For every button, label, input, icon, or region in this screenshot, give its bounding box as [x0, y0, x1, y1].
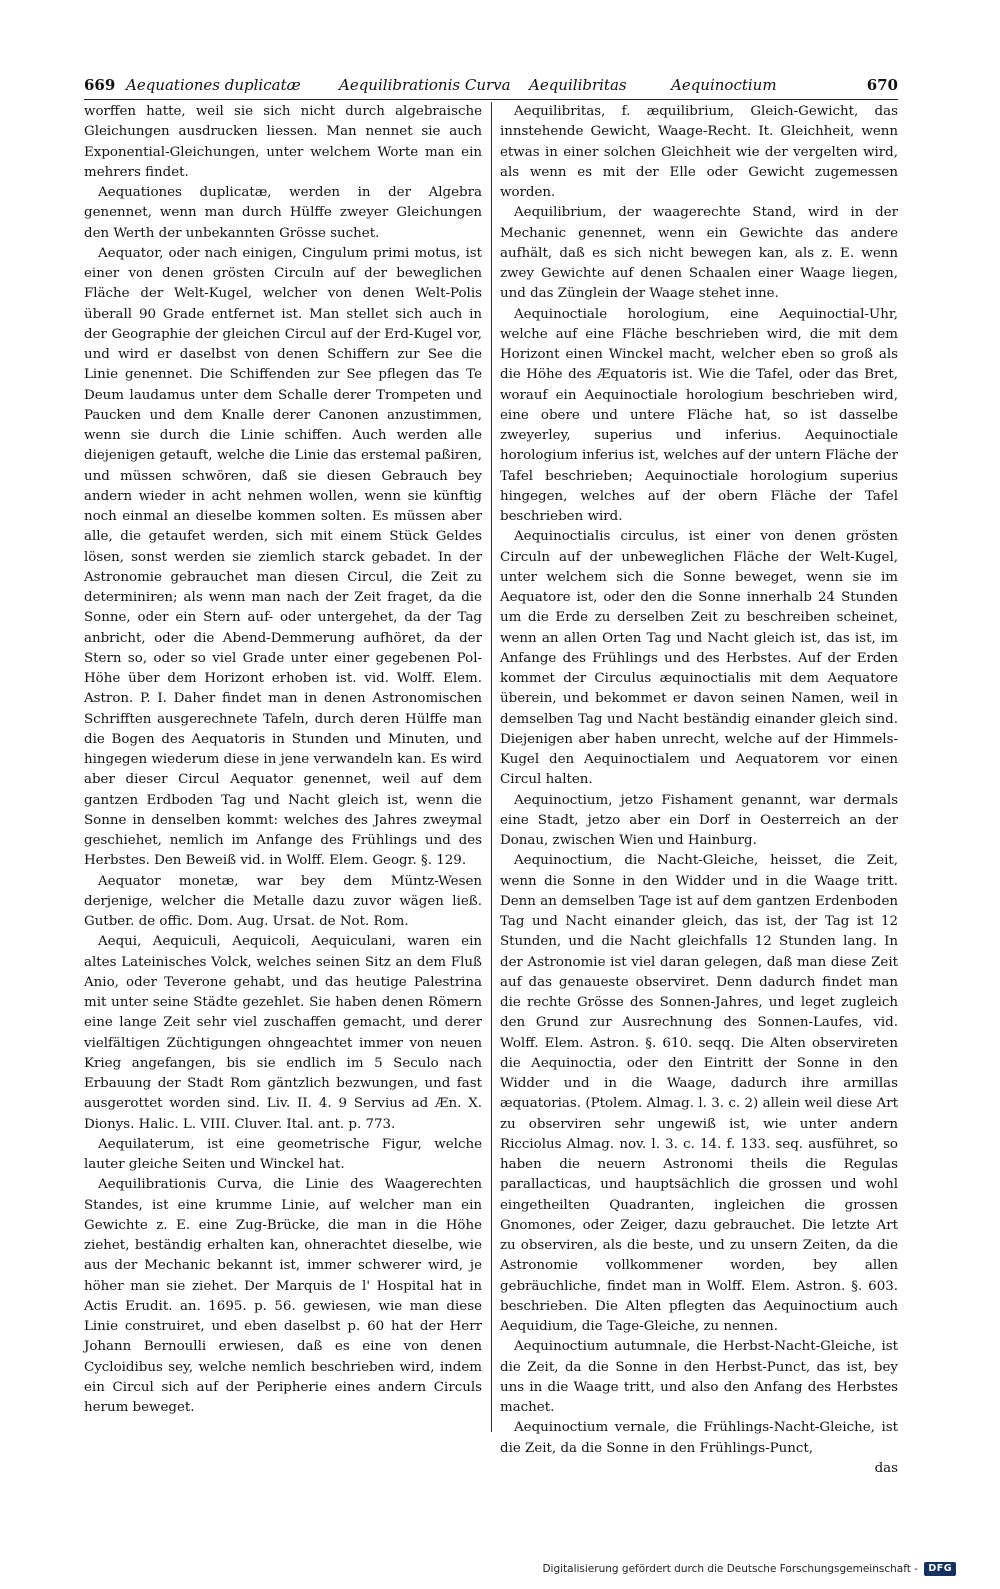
- left-header-keyword-2: Aequilibrationis Curva: [339, 76, 511, 94]
- left-paragraph: Aequationes duplicatæ, werden in der Algebra genennet, wenn man durch Hülffe zweyer Gleichungen den Werth der unbekannten Grösse suchet.: [84, 185, 482, 241]
- right-paragraph: Aequinoctiale horologium, eine Aequinoctial-Uhr, welche auf eine Fläche beschrieben wird, die mit dem Horizont einen Winckel macht, welcher eben so groß als die Höhe des Æquatoris ist. Wie die Tafel, oder das Bret, worauf ein Aequinoctiale horologium beschrieben wird, eine obere und untere Fläche hat, so ist dasselbe zweyerley, superius und inferius. Aequinoctiale horologium inferius ist, welches auf der untern Fläche der Tafel beschrieben; Aequinoctiale horologium superius hingegen, welches auf der obern Fläche der Tafel beschrieben wird.: [500, 306, 898, 524]
- left-paragraph: Aequilibrationis Curva, die Linie des Waagerechten Standes, ist eine krumme Linie, auf welcher man ein Gewichte z. E. eine Zug-Brücke, die man in die Höhe ziehet, beständig erhalten kan, ohnerachtet dieselbe, wie aus der Mechanic bekannt ist, immer schwerer wird, je höher man sie ziehet. Der Marquis de l' Hospital hat in Actis Erudit. an. 1695. p. 56. gewiesen, wie man diese Linie construiret, und eben daselbst p. 60 hat der Herr Johann Bernoulli erwiesen, daß es eine von denen Cycloidibus sey, welche nemlich beschrieben wird, indem ein Circul sich auf der Peripherie eines andern Circuls herum beweget.: [84, 1177, 482, 1415]
- left-header-keyword-1: Aequationes duplicatæ: [126, 76, 301, 94]
- right-paragraph: Aequinoctialis circulus, ist einer von denen grösten Circuln auf der unbeweglichen Fläche der Welt-Kugel, unter welchem sich die Sonne beweget, wenn sie im Aequatore ist, oder den die Sonne innerhalb 24 Stunden um die Erde zu derselben Zeit zu beschreiben scheinet, wenn an allen Orten Tag und Nacht gleich ist, das ist, im Anfange des Frühlings und des Herbstes. Auf der Erden kommet der Circulus æquinoctialis mit dem Aequatore überein, und bekommet er davon seinen Namen, weil in demselben Tag und Nacht beständig einander gleich sind. Diejenigen aber haben unrecht, welche auf der Himmels-Kugel den Aequinoctialem und Aequatorem vor einen Circul halten.: [500, 529, 898, 788]
- right-paragraph: Aequinoctium vernale, die Frühlings-Nacht-Gleiche, ist die Zeit, da die Sonne in den Frühlings-Punct,: [500, 1420, 898, 1456]
- left-page-number: 669: [84, 76, 116, 94]
- right-column: [500, 102, 898, 1479]
- left-paragraph: worffen hatte, weil sie sich nicht durch algebraische Gleichungen ausdrucken liessen. Man nennet sie auch Exponential-Gleichungen, unter welchem Worte man ein mehrers findet.: [84, 104, 482, 180]
- left-paragraph: Aequi, Aequiculi, Aequicoli, Aequiculani, waren ein altes Lateinisches Volck, welches seinen Sitz an dem Fluß Anio, oder Teverone gehabt, und das heutige Palestrina mit unter seine Städte gezehlet. Sie haben denen Römern eine lange Zeit sehr viel zuschaffen gemacht, und derer vielfältigen Züchtigungen ohngeachtet immer von neuen Krieg angefangen, bis sie endlich im 5 Seculo nach Erbauung der Stadt Rom gäntzlich bezwungen, und fast ausgerottet worden sind. Liv. II. 4. 9 Servius ad Æn. X. Dionys. Halic. L. VIII. Cluver. Ital. ant. p. 773.: [84, 934, 482, 1132]
- left-paragraph: Aequator monetæ, war bey dem Müntz-Wesen derjenige, welcher die Metalle dazu zuvor wägen ließ. Gutber. de offic. Dom. Aug. Ursat. de Not. Rom.: [84, 873, 482, 929]
- book-page: [84, 72, 898, 1476]
- right-paragraph: Aequinoctium, die Nacht-Gleiche, heisset, die Zeit, wenn die Sonne in den Widder und in die Waage tritt. Denn an demselben Tage ist auf dem gantzen Erdenboden Tag und Nacht einander gleich, das ist, der Tag ist 12 Stunden, und die Nacht gleichfalls 12 Stunden lang. In der Astronomie ist viel daran gelegen, daß man diese Zeit auf das genaueste observiret. Denn dadurch findet man die rechte Grösse des Sonnen-Jahres, und leget zugleich den Grund zur Ausrechnung des Sonnen-Laufes, vid. Wolff. Elem. Astron. §. 610. seqq. Die Alten observireten die Aequinoctia, oder den Eintritt der Sonne in den Widder und in die Waage, dadurch ihre armillas æquatorias. (Ptolem. Almag. l. 3. c. 2) allein weil diese Art zu observiren sehr ungewiß ist, wie unter andern Ricciolus Almag. nov. l. 3. c. 14. f. 133. seq. ausführet, so haben die neuern Astronomi theils die Regulas parallacticas, und hauptsächlich die grossen und wohl eingetheilten Quadranten, ingleichen die grossen Gnomones, oder Zeiger, dazu gebrauchet. Die letzte Art zu observiren, als die beste, und zu unsern Zeiten, da die Astronomie vollkommener worden, bey allen gebräuchliche, findet man in Wolff. Elem. Astron. §. 603. beschrieben. Die Alten pflegten das Aequinoctium auch Aequidium, die Tage-Gleiche, zu nennen.: [500, 853, 898, 1334]
- column-divider: [491, 102, 492, 1432]
- left-column: [84, 102, 482, 1418]
- right-page-number: 670: [866, 76, 898, 94]
- catchword: das: [874, 1460, 898, 1476]
- right-header-keyword-1: Aequilibritas: [529, 76, 627, 94]
- right-paragraph: Aequinoctium autumnale, die Herbst-Nacht-Gleiche, ist die Zeit, da die Sonne in den Herbst-Punct, das ist, bey uns in die Waage tritt, und also den Anfang des Herbstes machet.: [500, 1339, 898, 1415]
- running-header: [84, 72, 898, 98]
- header-rule: [84, 99, 898, 100]
- left-paragraph: Aequator, oder nach einigen, Cingulum primi motus, ist einer von denen grösten Circuln auf der beweglichen Fläche der Welt-Kugel, welcher von denen Welt-Polis überall 90 Grade entfernet ist. Man stellet sich auch in der Geographie der gleichen Circul auf der Erd-Kugel vor, und wird er daselbst von denen Schiffern zur See die Linie genennet. Die Schiffenden zur See pflegen das Te Deum laudamus unter dem Schalle derer Trompeten und Paucken und dem Knalle derer Canonen anzustimmen, wenn sie durch die Linie schiffen. Auch werden alle diejenigen getauft, welche die Linie das erstemal paßiren, und müssen schwören, daß sie diesen Gebrauch bey andern wieder in acht nehmen wollen, wenn sie künftig noch einmal an dieselbe kommen solten. Es müssen aber alle, die getaufet werden, sich mit einem Stück Geldes lösen, sonst werden sie ziemlich starck gebadet. In der Astronomie gebrauchet man diesen Circul, die Zeit zu determiniren; als wenn man nach der Zeit fraget, da die Sonne, oder ein Stern auf- oder untergehet, da der Tag anbricht, oder die Abend-Demmerung aufhöret, da der Stern so, oder so viel Grade unter einer gegebenen Pol-Höhe über dem Horizont erhoben ist. vid. Wolff. Elem. Astron. P. I. Daher findet man in denen Astronomischen Schrifften ausgerechnete Tafeln, durch deren Hülffe man die Bogen des Aequatoris in Stunden und Minuten, und hingegen wiederum diese in jene verwandeln kan. Es wird aber dieser Circul Aequator genennet, weil auf dem gantzen Erdboden Tag und Nacht gleich ist, wenn die Sonne in denselben kommt: welches des Jahres zweymal geschiehet, nemlich im Anfange des Frühlings und des Herbstes. Den Beweiß vid. in Wolff. Elem. Geogr. §. 129.: [84, 245, 482, 869]
- digitization-footer: [542, 1561, 956, 1577]
- right-paragraph: Aequilibrium, der waagerechte Stand, wird in der Mechanic genennet, wenn ein Gewichte das andere aufhält, daß es sich nicht bewegen kan, als z. E. wenn zwey Gewichte auf denen Schaalen einer Waage liegen, und das Zünglein der Waage stehet inne.: [500, 205, 898, 302]
- right-header-keyword-2: Aequinoctium: [671, 76, 777, 94]
- right-paragraph: Aequinoctium, jetzo Fishament genannt, war dermals eine Stadt, jetzo aber ein Dorf in Oesterreich an der Donau, zwischen Wien und Hainburg.: [500, 792, 898, 848]
- dfg-logo: DFG: [924, 1562, 956, 1576]
- footer-credit: Digitalisierung gefördert durch die Deutsche Forschungsgemeinschaft -: [542, 1563, 918, 1575]
- right-paragraph: Aequilibritas, f. æquilibrium, Gleich-Gewicht, das innstehende Gewicht, Waage-Recht. It. Gleichheit, wenn etwas in einer solchen Gleichheit wie der vergelten wird, als wenn es mit der Elle oder Gewicht zugemessen worden.: [500, 104, 898, 200]
- left-paragraph: Aequilaterum, ist eine geometrische Figur, welche lauter gleiche Seiten und Winckel hat.: [84, 1136, 482, 1172]
